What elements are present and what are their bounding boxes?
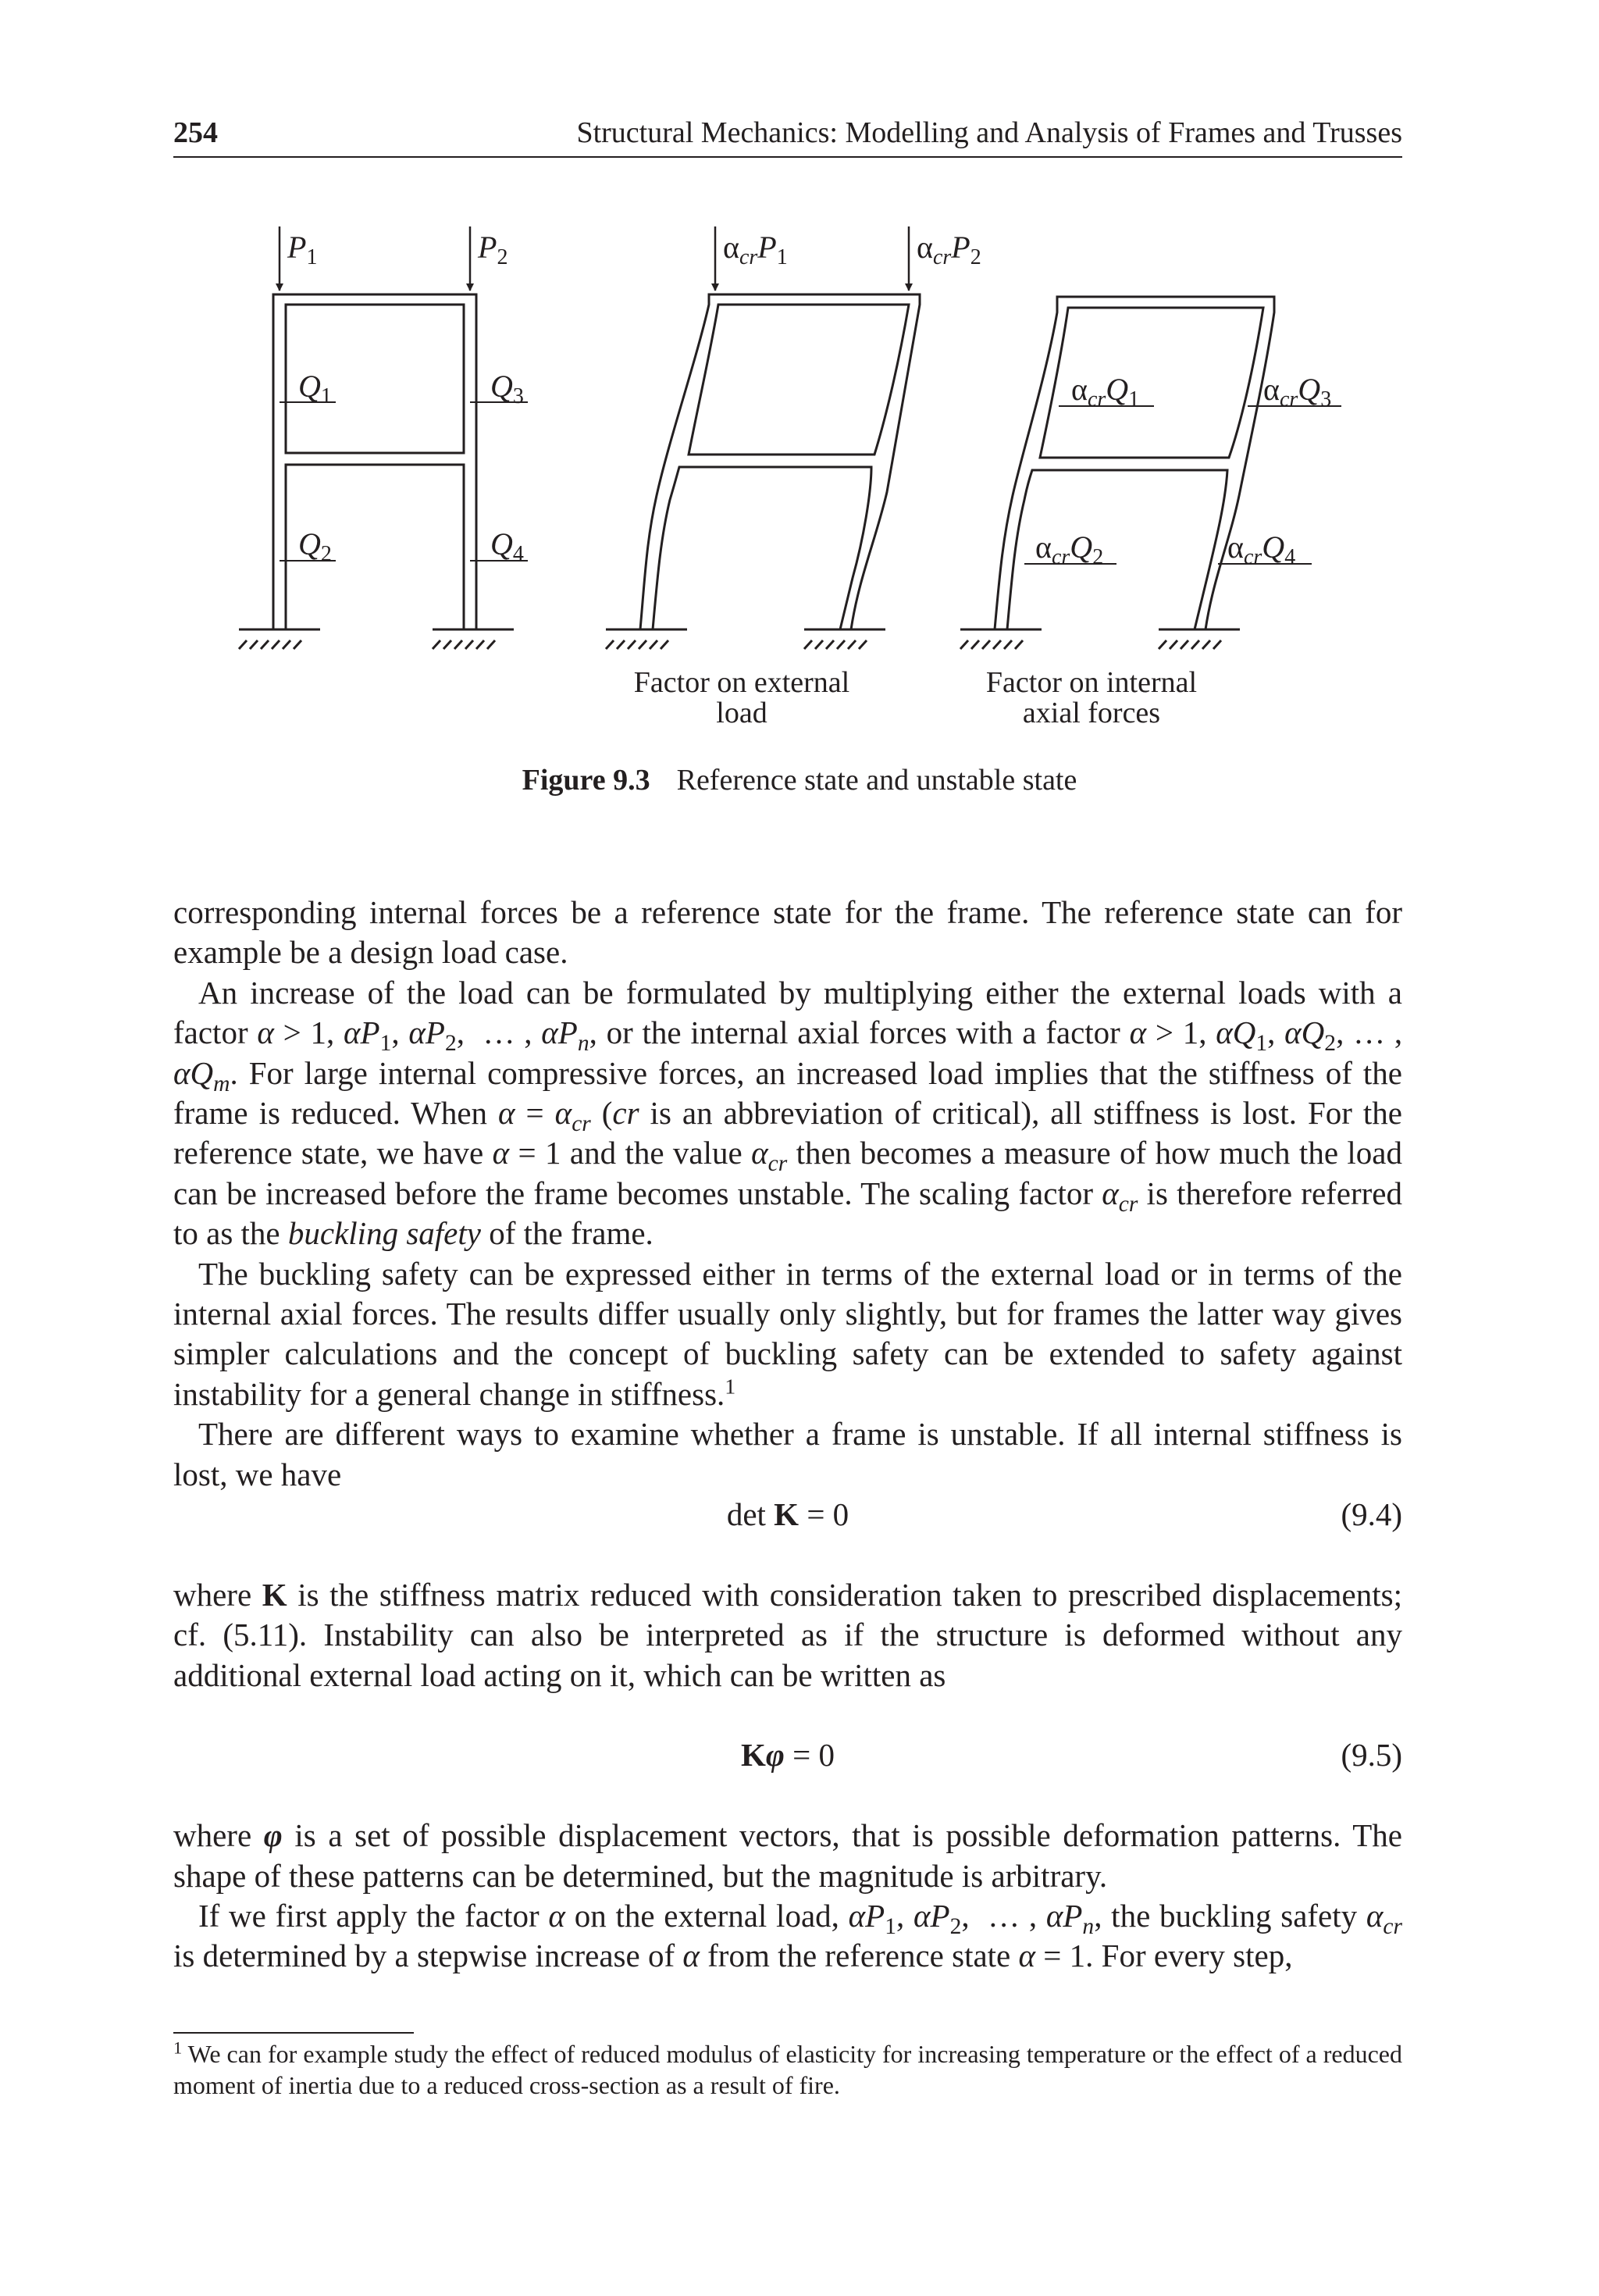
figure-caption — [0, 763, 1599, 797]
label-q3: $Q_3$ — [490, 369, 524, 408]
label-acr-q4: $\alpha_{cr}Q_4$ — [1227, 529, 1296, 569]
label-q2: $Q_2$ — [298, 526, 332, 566]
label-p1: $P_1$ — [287, 230, 318, 269]
running-title: Structural Mechanics: Modelling and Analysis of Frames and Trusses — [576, 116, 1402, 149]
figure-caption-text: Reference state and unstable state — [676, 764, 1077, 797]
paragraph-5: where K is the stiffness matrix reduced with consideration taken to prescribed displacements; cf. (5.11). Instability can also be interpreted as if the structure is deformed without any additional external load acting on it, which can be written as — [173, 1576, 1402, 1693]
footnote-rule — [173, 2032, 414, 2034]
figure-caption-label: Figure 9.3 — [522, 764, 650, 797]
equation-9-4: det K = 0 (9.4) — [173, 1495, 1402, 1535]
frame-figure — [0, 0, 1599, 758]
body-text — [173, 893, 1402, 1977]
buckled-frame-external — [606, 226, 920, 649]
reference-frame — [239, 226, 528, 649]
label-acr-p1: $\alpha_{cr}P_1$ — [723, 230, 788, 269]
label-acr-q1: $\alpha_{cr}Q_1$ — [1071, 372, 1140, 412]
label-acr-p2: $\alpha_{cr}P_2$ — [917, 230, 981, 269]
equation-number-9-4: (9.4) — [1341, 1496, 1402, 1533]
frame2-label-line2: load — [716, 697, 767, 729]
paragraph-1: corresponding internal forces be a reference state for the frame. The reference state can for example be a design load case. — [173, 894, 1402, 971]
paragraph-4: There are different ways to examine whether a frame is unstable. If all internal stiffness is lost, we have — [173, 1416, 1402, 1492]
frame2-label-line1: Factor on external — [633, 666, 850, 699]
footnote — [173, 2038, 1402, 2101]
frame3-label-line1: Factor on internal — [985, 666, 1198, 699]
footnote-text: We can for example study the effect of reduced modulus of elasticity for increasing temperature or the effect of a reduced moment of inertia due to a reduced cross-section as a result of fire. — [173, 2040, 1403, 2099]
footnote-mark: 1 — [725, 1374, 736, 1399]
footnote-number: 1 — [173, 2038, 183, 2058]
paragraph-2: An increase of the load can be formulated by multiplying either the external loads with a factor α > 1, $\alpha P_1$, $\alpha P_2$, … , $\alpha P_n$, or the internal axial forces with a factor α > 1, $\alpha Q_1$, $\alpha Q_2$, … , $\alpha Q_m$. For large internal compressive forces, an increased load implies that the stiffness of the frame is reduced. When $\alpha = \alpha_{cr}$ (cr is an abbreviation of critical), all stiffness is lost. For the reference state, we have α = 1 and the value $\alpha_{cr}$ then becomes a measure of how much the load can be increased before the frame becomes unstable. The scaling factor $\alpha_{cr}$ is therefore referred to as the buckling safety of the frame. — [173, 974, 1403, 1252]
label-p2: $P_2$ — [478, 230, 508, 269]
label-acr-q3: $\alpha_{cr}Q_3$ — [1263, 372, 1332, 412]
frame3-label-line2: axial forces — [1022, 697, 1161, 729]
page-number: 254 — [173, 116, 218, 149]
buckled-frame-internal — [960, 297, 1341, 649]
equation-9-5: Kφ = 0 (9.5) — [173, 1735, 1402, 1775]
label-q1: $Q_1$ — [298, 369, 332, 408]
paragraph-3: The buckling safety can be expressed either in terms of the external load or in terms of the internal axial forces. The results differ usually only slightly, but for frames the latter way gives simpler calculations and the concept of buckling safety can be extended to safety against instability for a general change in stiffness.$^1$ — [173, 1255, 1402, 1412]
paragraph-7: If we first apply the factor α on the external load, $\alpha P_1$, $\alpha P_2$, … , $\alpha P_n$, the buckling safety $\alpha_{cr}$ is determined by a stepwise increase of α from the reference state α = 1. For every step, — [173, 1898, 1403, 1974]
label-acr-q2: $\alpha_{cr}Q_2$ — [1035, 529, 1104, 569]
paragraph-6: where φ is a set of possible displacement vectors, that is possible deformation patterns. The shape of these patterns can be determined, but the magnitude is arbitrary. — [173, 1817, 1402, 1894]
equation-number-9-5: (9.5) — [1341, 1737, 1402, 1774]
label-q4: $Q_4$ — [490, 526, 524, 566]
